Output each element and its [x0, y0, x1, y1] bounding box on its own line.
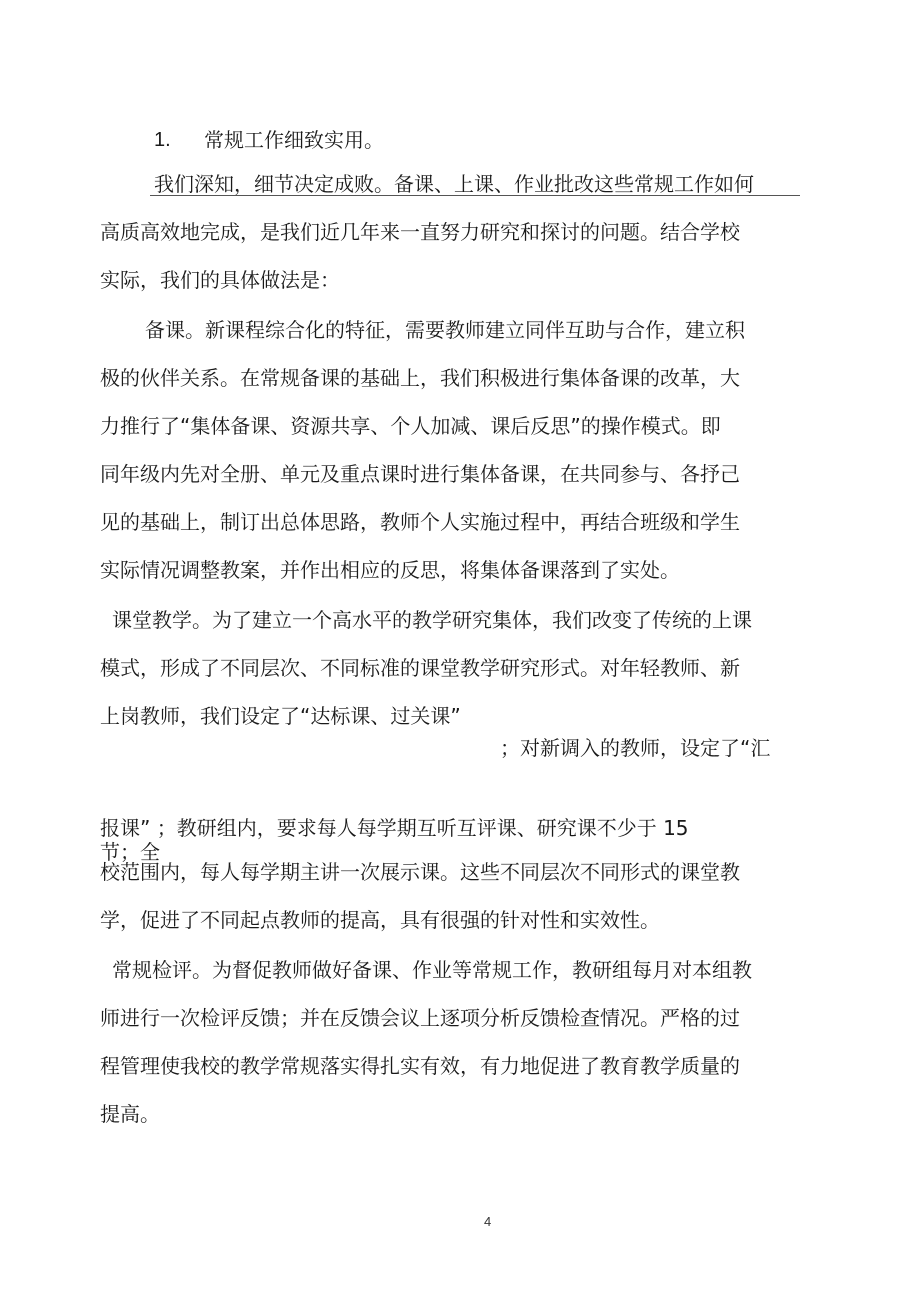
paragraph-line: 校范围内，每人每学期主讲一次展示课。这些不同层次不同形式的课堂教 — [100, 860, 740, 884]
paragraph-line: 备课。新课程综合化的特征，需要教师建立同伴互助与合作，建立积 — [145, 318, 745, 342]
paragraph-line: 课堂教学。为了建立一个高水平的教学研究集体，我们改变了传统的上课 — [112, 608, 752, 632]
paragraph-line: 常规检评。为督促教师做好备课、作业等常规工作，教研组每月对本组教 — [112, 958, 752, 982]
paragraph-line: 实际情况调整教案，并作出相应的反思，将集体备课落到了实处。 — [100, 558, 680, 582]
paragraph-line: 同年级内先对全册、单元及重点课时进行集体备课，在共同参与、各抒己 — [100, 462, 740, 486]
underline-rule — [150, 195, 800, 196]
paragraph-line: 力推行了“集体备课、资源共享、个人加减、课后反思”的操作模式。即 — [100, 414, 721, 438]
paragraph-line: 高质高效地完成，是我们近几年来一直努力研究和探讨的问题。结合学校 — [100, 220, 740, 244]
paragraph-line: 师进行一次检评反馈；并在反馈会议上逐项分析反馈检查情况。严格的过 — [100, 1006, 740, 1030]
paragraph-line: ；对新调入的教师，设定了“汇 — [500, 736, 771, 760]
paragraph-line: 学，促进了不同起点教师的提高，具有很强的针对性和实效性。 — [100, 908, 660, 932]
paragraph-line: 节；全 — [100, 840, 160, 864]
paragraph-line: 见的基础上，制订出总体思路，教师个人实施过程中，再结合班级和学生 — [100, 510, 740, 534]
paragraph-line: 提高。 — [100, 1102, 160, 1126]
paragraph-line: 我们深知，细节决定成败。备课、上课、作业批改这些常规工作如何 — [154, 172, 754, 196]
paragraph-line: 极的伙伴关系。在常规备课的基础上，我们积极进行集体备课的改革，大 — [100, 366, 740, 390]
paragraph-line: 实际，我们的具体做法是： — [100, 268, 340, 292]
paragraph-line: 报课” ；教研组内，要求每人每学期互听互评课、研究课不少于 15 — [100, 816, 689, 840]
section-heading: 常规工作细致实用。 — [204, 128, 384, 152]
paragraph-line: 模式，形成了不同层次、不同标准的课堂教学研究形式。对年轻教师、新 — [100, 656, 740, 680]
paragraph-line: 上岗教师，我们设定了“达标课、过关课” — [100, 704, 461, 728]
paragraph-line: 程管理使我校的教学常规落实得扎实有效，有力地促进了教育教学质量的 — [100, 1054, 740, 1078]
page-number: 4 — [484, 1214, 492, 1229]
section-number: 1. — [154, 129, 171, 151]
